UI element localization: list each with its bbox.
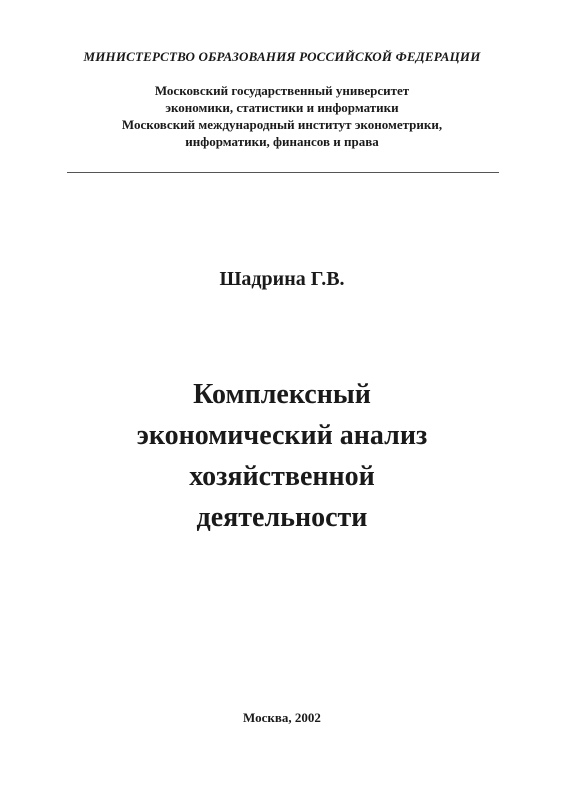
institution-line: Московский государственный университет <box>154 83 410 98</box>
title-line: экономический анализ <box>136 420 428 451</box>
institutions-block <box>0 82 564 150</box>
place-year: Москва, 2002 <box>243 710 321 725</box>
ministry-heading: МИНИСТЕРСТВО ОБРАЗОВАНИЯ РОССИЙСКОЙ ФЕДЕРАЦИИ <box>83 49 481 64</box>
title-line: деятельности <box>196 502 368 533</box>
header-divider <box>67 172 499 173</box>
author-name: Шадрина Г.В. <box>219 268 345 290</box>
institution-line: Московский международный институт эконометрики, <box>121 117 443 132</box>
institution-line: экономики, статистики и информатики <box>165 100 399 115</box>
title-line: хозяйственной <box>189 461 375 492</box>
institution-line: информатики, финансов и права <box>185 134 379 149</box>
title-line: Комплексный <box>193 379 371 410</box>
book-title <box>0 374 564 538</box>
